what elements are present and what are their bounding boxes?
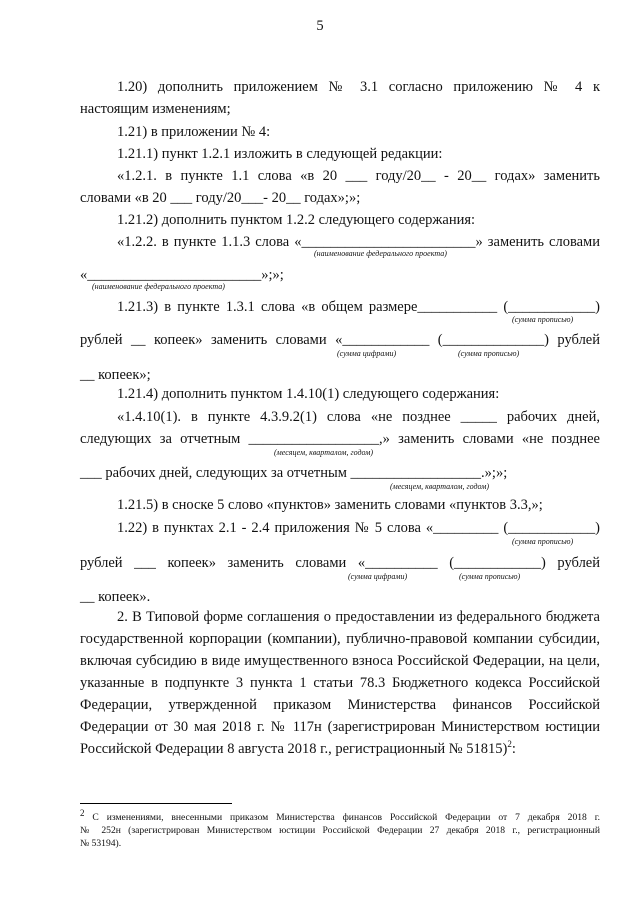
text-line-1-20-cont: настоящим изменениям; bbox=[80, 101, 231, 117]
footnote-line-1 bbox=[80, 807, 600, 824]
text-line-1-22: 1.22) в пунктах 2.1 - 2.4 приложения № 5 слова «_________ (____________) bbox=[117, 520, 600, 536]
text-line-1-2-2: «1.2.2. в пункте 1.1.3 слова «________________________» заменить словами bbox=[117, 234, 600, 250]
caption-amount-words-1: (сумма прописью) bbox=[512, 315, 574, 324]
footnote-line-1-text: С изменениями, внесенными приказом Министерства финансов Российской Федерации от 7 декабря 2018 г. bbox=[92, 812, 600, 823]
footnote-line-2: № 252н (зарегистрирован Министерством юстиции Российской Федерации 27 декабря 2018 г., регистрационный bbox=[80, 825, 600, 836]
text-line-1-21-1: 1.21.1) пункт 1.2.1 изложить в следующей редакции: bbox=[117, 146, 443, 162]
paragraph-2-line-4: указанные в подпункте 3 пункта 1 статьи 78.3 Бюджетного кодекса Российской bbox=[80, 675, 600, 691]
text-line-1-2-2-cont: «________________________»;»; bbox=[80, 267, 284, 283]
text-line-1-2-1-cont: словами «в 20 ___ году/20___- 20__ годах»;»; bbox=[80, 190, 361, 206]
caption-project-name-2: (наименование федерального проекта) bbox=[92, 282, 225, 291]
text-line-1-4-10: «1.4.10(1). в пункте 4.3.9.2(1) слова «не позднее _____ рабочих дней, bbox=[117, 409, 600, 425]
caption-amount-words-4: (сумма прописью) bbox=[459, 572, 521, 581]
caption-amount-digits-1: (сумма цифрами) bbox=[337, 349, 397, 358]
text-line-1-20: 1.20) дополнить приложением № 3.1 согласно приложению № 4 к bbox=[117, 79, 600, 95]
footnote-line-3: № 53194). bbox=[80, 838, 122, 849]
paragraph-2-line-3: включая субсидию в виде имущественного взноса Российской Федерации, на цели, bbox=[80, 653, 600, 669]
text-line-1-21-2: 1.21.2) дополнить пунктом 1.2.2 следующего содержания: bbox=[117, 212, 476, 228]
text-line-1-2-1: «1.2.1. в пункте 1.1 слова «в 20 ___ году/20__ - 20__ годах» заменить bbox=[117, 168, 600, 184]
footnote-reference[interactable]: 2 bbox=[507, 739, 512, 750]
text-line-1-21-3: 1.21.3) в пункте 1.3.1 слова «в общем размере___________ (____________) bbox=[117, 299, 600, 315]
paragraph-2-line-1: 2. В Типовой форме соглашения о предоставлении из федерального бюджета bbox=[117, 609, 600, 625]
caption-amount-digits-2: (сумма цифрами) bbox=[348, 572, 408, 581]
text-line-1-21-5: 1.21.5) в сноске 5 слово «пунктов» заменить словами «пунктов 3.3,»; bbox=[117, 497, 543, 513]
text-line-kopecks-2: __ копеек». bbox=[80, 589, 151, 605]
footnote-mark: 2 bbox=[80, 807, 85, 818]
caption-period-2: (месяцем, кварталом, годом) bbox=[390, 482, 489, 491]
text-line-1-4-10-cont: следующих за отчетным __________________,» заменить словами «не позднее bbox=[80, 431, 600, 447]
paragraph-2-line-7-end: : bbox=[511, 741, 516, 757]
footnote-separator bbox=[80, 803, 232, 804]
caption-amount-words-3: (сумма прописью) bbox=[512, 537, 574, 546]
text-line-kopecks-1: __ копеек»; bbox=[80, 367, 151, 383]
paragraph-2-line-7 bbox=[80, 740, 600, 758]
caption-project-name-1: (наименование федерального проекта) bbox=[314, 249, 447, 258]
text-line-1-21: 1.21) в приложении № 4: bbox=[117, 124, 271, 140]
text-line-1-21-3-cont: рублей __ копеек» заменить словами «____________ (______________) рублей bbox=[80, 332, 600, 348]
paragraph-2-line-5: Федерации, утвержденной приказом Министерства финансов Российской bbox=[80, 697, 600, 713]
text-line-1-22-cont: рублей ___ копеек» заменить словами «__________ (____________) рублей bbox=[80, 555, 600, 571]
text-line-1-21-4: 1.21.4) дополнить пунктом 1.4.10(1) следующего содержания: bbox=[117, 386, 500, 402]
page-number: 5 bbox=[316, 18, 324, 34]
paragraph-2-line-7-text: Российской Федерации 8 августа 2018 г., регистрационный № 51815) bbox=[80, 741, 508, 757]
paragraph-2-line-6: Федерации от 30 мая 2018 г. № 117н (зарегистрирован Министерством юстиции bbox=[80, 719, 600, 735]
text-line-1-4-10-end: ___ рабочих дней, следующих за отчетным __________________.»;»; bbox=[80, 465, 508, 481]
caption-amount-words-2: (сумма прописью) bbox=[458, 349, 520, 358]
caption-period-1: (месяцем, кварталом, годом) bbox=[274, 448, 373, 457]
paragraph-2-line-2: государственной корпорации (компании), публично-правовой компании субсидии, bbox=[80, 631, 600, 647]
